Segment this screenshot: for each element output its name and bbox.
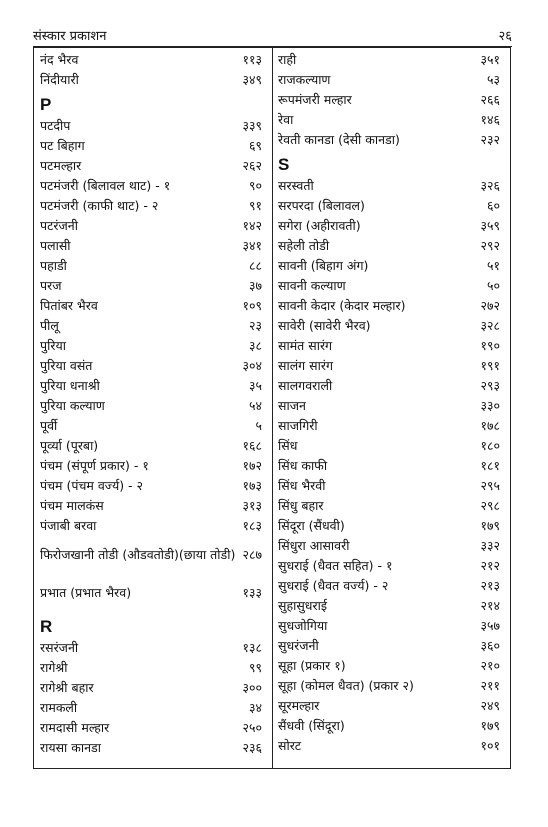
index-entry bbox=[278, 276, 500, 296]
entry-page-number: १९१ bbox=[480, 358, 500, 373]
raga-name: सैंधवी (सिंदूरा) bbox=[278, 718, 345, 733]
left-column bbox=[40, 50, 262, 758]
raga-name: पटमल्हार bbox=[40, 158, 82, 173]
index-entry bbox=[278, 256, 500, 276]
entry-page-number: १४६ bbox=[480, 112, 500, 127]
index-entry bbox=[278, 196, 500, 216]
entry-page-number: १०९ bbox=[242, 298, 262, 313]
raga-name: रागेश्री बहार bbox=[40, 680, 94, 695]
entry-page-number: ३०० bbox=[242, 680, 262, 695]
entry-page-number: १७८ bbox=[480, 418, 500, 433]
raga-name: सगेरा (अहीरावती) bbox=[278, 218, 361, 233]
index-entry bbox=[278, 456, 500, 476]
raga-name: पटदीप bbox=[40, 118, 71, 133]
raga-name: सालंग सारंग bbox=[278, 358, 334, 373]
raga-name: सोरट bbox=[278, 738, 302, 753]
index-entry bbox=[40, 296, 262, 316]
page-number: २६ bbox=[498, 29, 512, 44]
entry-page-number: ५ bbox=[255, 418, 262, 433]
index-entry bbox=[40, 336, 262, 356]
raga-name: सिंदूरा (सैंधवी) bbox=[278, 518, 345, 533]
raga-name: रेवा bbox=[278, 112, 294, 127]
raga-name: राही bbox=[278, 52, 297, 67]
entry-page-number: २३६ bbox=[242, 740, 262, 755]
raga-name: रामकली bbox=[40, 700, 78, 715]
index-entry bbox=[278, 536, 500, 556]
entry-page-number: २३२ bbox=[480, 132, 500, 147]
entry-page-number: ३४१ bbox=[242, 238, 262, 253]
index-entry bbox=[278, 596, 500, 616]
index-entry bbox=[278, 576, 500, 596]
raga-name: पीलू bbox=[40, 318, 59, 333]
index-entry bbox=[278, 130, 500, 150]
entry-page-number: २९५ bbox=[480, 478, 500, 493]
raga-name: पलासी bbox=[40, 238, 71, 253]
index-entry bbox=[40, 658, 262, 678]
raga-name: सावनी कल्याण bbox=[278, 278, 346, 293]
entry-page-number: ३१३ bbox=[242, 498, 262, 513]
section-letter: R bbox=[40, 617, 53, 636]
raga-name: साजगिरी bbox=[278, 418, 318, 433]
raga-name: रामदासी मल्हार bbox=[40, 720, 110, 735]
index-entry bbox=[278, 656, 500, 676]
entry-page-number: १७९ bbox=[480, 718, 500, 733]
entry-page-number: ५३ bbox=[486, 72, 500, 87]
index-entry bbox=[278, 356, 500, 376]
raga-name: साजन bbox=[278, 398, 306, 413]
index-entry bbox=[278, 216, 500, 236]
entry-page-number: २७२ bbox=[480, 298, 500, 313]
index-entry bbox=[40, 276, 262, 296]
index-entry bbox=[40, 116, 262, 136]
index-entry bbox=[40, 216, 262, 236]
raga-name: सूरमल्हार bbox=[278, 698, 320, 713]
index-entry bbox=[278, 176, 500, 196]
raga-name: पुरिया कल्याण bbox=[40, 398, 105, 413]
index-entry bbox=[40, 316, 262, 336]
index-entry bbox=[278, 676, 500, 696]
entry-page-number: ६० bbox=[486, 198, 500, 213]
raga-name: सुहासुधराई bbox=[278, 598, 327, 613]
index-entry bbox=[40, 396, 262, 416]
index-entry bbox=[40, 496, 262, 516]
entry-page-number: १६८ bbox=[242, 438, 262, 453]
raga-name: सावनी केदार (केदार मल्हार) bbox=[278, 298, 406, 313]
index-entry bbox=[278, 516, 500, 536]
entry-page-number: १३३ bbox=[242, 585, 262, 600]
entry-page-number: ३५ bbox=[248, 378, 262, 393]
entry-page-number: १३८ bbox=[242, 640, 262, 655]
entry-page-number: १९० bbox=[480, 338, 500, 353]
index-entry bbox=[40, 678, 262, 698]
index-entry bbox=[278, 736, 500, 756]
raga-name: पूर्वी bbox=[40, 418, 58, 433]
entry-page-number: ६९ bbox=[248, 138, 262, 153]
entry-page-number: ५० bbox=[486, 278, 500, 293]
entry-page-number: ३३० bbox=[480, 398, 500, 413]
entry-page-number: ३३९ bbox=[242, 118, 262, 133]
index-entry bbox=[40, 50, 262, 70]
entry-page-number: २१३ bbox=[480, 578, 500, 593]
raga-name: सिंध भैरवी bbox=[278, 478, 326, 493]
entry-page-number: १०१ bbox=[480, 738, 500, 753]
right-column bbox=[278, 50, 500, 756]
entry-page-number: २५० bbox=[242, 720, 262, 735]
entry-page-number: ३५१ bbox=[480, 52, 500, 67]
entry-page-number: ९९ bbox=[248, 660, 262, 675]
column-divider bbox=[272, 48, 273, 768]
entry-page-number: ५१ bbox=[486, 258, 500, 273]
index-entry bbox=[278, 70, 500, 90]
index-entry bbox=[278, 296, 500, 316]
entry-page-number: १७२ bbox=[242, 458, 262, 473]
index-entry bbox=[278, 636, 500, 656]
index-entry bbox=[278, 336, 500, 356]
raga-name: पंचम (संपूर्ण प्रकार) - १ bbox=[40, 458, 149, 473]
entry-page-number: ११३ bbox=[242, 52, 262, 67]
entry-page-number: २९२ bbox=[480, 238, 500, 253]
index-entry bbox=[40, 376, 262, 396]
raga-name: सुधराई (धैवत वर्ज्य) - २ bbox=[278, 578, 389, 593]
index-entry bbox=[278, 696, 500, 716]
raga-name: नंद भैरव bbox=[40, 52, 79, 67]
entry-page-number: ३६० bbox=[480, 638, 500, 653]
entry-page-number: २९३ bbox=[480, 378, 500, 393]
raga-name: पटमंजरी (काफी थाट) - २ bbox=[40, 198, 159, 213]
raga-name: रागेश्री bbox=[40, 660, 68, 675]
raga-name: रसरंजनी bbox=[40, 640, 79, 655]
raga-name: सावेरी (सावेरी भैरव) bbox=[278, 318, 371, 333]
entry-page-number: १८० bbox=[480, 438, 500, 453]
page-header bbox=[33, 22, 512, 47]
raga-name: रायसा कानडा bbox=[40, 740, 101, 755]
entry-page-number: २११ bbox=[480, 678, 500, 693]
raga-name: पूर्व्या (पूरबा) bbox=[40, 438, 99, 453]
raga-name: सिंध काफी bbox=[278, 458, 328, 473]
index-entry bbox=[40, 356, 262, 376]
entry-page-number: २१४ bbox=[480, 598, 500, 613]
index-entry bbox=[40, 698, 262, 718]
index-entry bbox=[40, 416, 262, 436]
index-entry bbox=[278, 496, 500, 516]
entry-page-number: ३३२ bbox=[480, 538, 500, 553]
raga-name: सरपरदा (बिलावल) bbox=[278, 198, 365, 213]
entry-page-number: २१० bbox=[480, 658, 500, 673]
index-entry bbox=[40, 256, 262, 276]
raga-name: सरस्वती bbox=[278, 178, 314, 193]
index-entry bbox=[278, 616, 500, 636]
entry-page-number: १८३ bbox=[242, 518, 262, 533]
raga-name: राजकल्याण bbox=[278, 72, 331, 87]
entry-page-number: ३५७ bbox=[480, 618, 500, 633]
index-entry bbox=[40, 70, 262, 90]
index-entry bbox=[40, 536, 262, 574]
entry-page-number: २३ bbox=[248, 318, 262, 333]
raga-name: पुरिया bbox=[40, 338, 66, 353]
index-entry bbox=[40, 436, 262, 456]
raga-name: फिरोजखानी तोडी (औडवतोडी)(छाया तोडी) bbox=[40, 547, 236, 562]
entry-page-number: ५४ bbox=[248, 398, 262, 413]
index-entry bbox=[278, 556, 500, 576]
raga-name: सिंधु बहार bbox=[278, 498, 324, 513]
index-entry bbox=[40, 718, 262, 738]
index-entry bbox=[40, 456, 262, 476]
raga-name: सहेली तोडी bbox=[278, 238, 330, 253]
raga-name: परज bbox=[40, 278, 62, 293]
entry-page-number: ९१ bbox=[248, 198, 262, 213]
entry-page-number: ३२६ bbox=[480, 178, 500, 193]
section-letter: P bbox=[40, 95, 52, 114]
raga-name: पुरिया वसंत bbox=[40, 358, 93, 373]
entry-page-number: २६६ bbox=[480, 92, 500, 107]
entry-page-number: १८१ bbox=[480, 458, 500, 473]
publisher-name: संस्कार प्रकाशन bbox=[33, 29, 107, 44]
index-entry bbox=[40, 136, 262, 156]
entry-page-number: २४९ bbox=[480, 698, 500, 713]
entry-page-number: २८७ bbox=[242, 547, 262, 562]
entry-page-number: ३८ bbox=[248, 338, 262, 353]
entry-page-number: १७९ bbox=[480, 518, 500, 533]
index-entry bbox=[40, 638, 262, 658]
entry-page-number: २६२ bbox=[242, 158, 262, 173]
raga-name: सालगवराली bbox=[278, 378, 333, 393]
entry-page-number: ८८ bbox=[248, 258, 262, 273]
raga-name: रेवती कानडा (देसी कानडा) bbox=[278, 132, 400, 147]
raga-name: सुधराई (धैवत सहित) - १ bbox=[278, 558, 393, 573]
index-entry bbox=[278, 236, 500, 256]
entry-page-number: २१२ bbox=[480, 558, 500, 573]
raga-name: सुधजोगिया bbox=[278, 618, 328, 633]
raga-name: रूपमंजरी मल्हार bbox=[278, 92, 352, 107]
entry-page-number: १७३ bbox=[242, 478, 262, 493]
index-entry bbox=[278, 716, 500, 736]
index-entry bbox=[40, 738, 262, 758]
index-entry bbox=[278, 50, 500, 70]
index-entry bbox=[40, 156, 262, 176]
entry-page-number: ३०४ bbox=[242, 358, 262, 373]
raga-name: पितांबर भैरव bbox=[40, 298, 98, 313]
index-entry bbox=[278, 110, 500, 130]
raga-name: पहाडी bbox=[40, 258, 67, 273]
raga-name: पंचम मालकंस bbox=[40, 498, 104, 513]
raga-name: पटरंजनी bbox=[40, 218, 78, 233]
entry-page-number: ३४९ bbox=[242, 72, 262, 87]
index-entry bbox=[278, 416, 500, 436]
index-entry bbox=[278, 436, 500, 456]
raga-name: प्रभात (प्रभात भैरव) bbox=[40, 585, 132, 600]
index-entry bbox=[278, 396, 500, 416]
raga-name: सूहा (प्रकार १) bbox=[278, 658, 346, 673]
raga-name: सूहा (कोमल धैवत) (प्रकार २) bbox=[278, 678, 414, 693]
index-entry bbox=[40, 236, 262, 256]
raga-name: पुरिया धनाश्री bbox=[40, 378, 100, 393]
index-entry bbox=[40, 196, 262, 216]
index-entry bbox=[278, 376, 500, 396]
index-entry bbox=[278, 316, 500, 336]
raga-name: सिंधुरा आसावरी bbox=[278, 538, 350, 553]
index-entry bbox=[40, 574, 262, 612]
raga-name: पटमंजरी (बिलावल थाट) - १ bbox=[40, 178, 171, 193]
entry-page-number: ३२८ bbox=[480, 318, 500, 333]
index-entry bbox=[278, 90, 500, 110]
raga-name: पंजाबी बरवा bbox=[40, 518, 97, 533]
raga-name: पंचम (पंचम वर्ज्य) - २ bbox=[40, 478, 144, 493]
index-entry bbox=[40, 516, 262, 536]
index-entry bbox=[40, 176, 262, 196]
entry-page-number: ३७ bbox=[248, 278, 262, 293]
index-entry bbox=[278, 476, 500, 496]
raga-name: सामंत सारंग bbox=[278, 338, 333, 353]
raga-name: पट बिहाग bbox=[40, 138, 85, 153]
section-letter: S bbox=[278, 155, 290, 174]
entry-page-number: ९० bbox=[248, 178, 262, 193]
entry-page-number: ३४ bbox=[248, 700, 262, 715]
entry-page-number: ३५९ bbox=[480, 218, 500, 233]
raga-name: सिंध bbox=[278, 438, 298, 453]
raga-name: सावनी (बिहाग अंग) bbox=[278, 258, 369, 273]
raga-name: निंदीयारी bbox=[40, 72, 79, 87]
raga-name: सुधरंजनी bbox=[278, 638, 319, 653]
entry-page-number: १४२ bbox=[242, 218, 262, 233]
index-entry bbox=[40, 476, 262, 496]
entry-page-number: २९८ bbox=[480, 498, 500, 513]
index-table bbox=[33, 47, 511, 769]
